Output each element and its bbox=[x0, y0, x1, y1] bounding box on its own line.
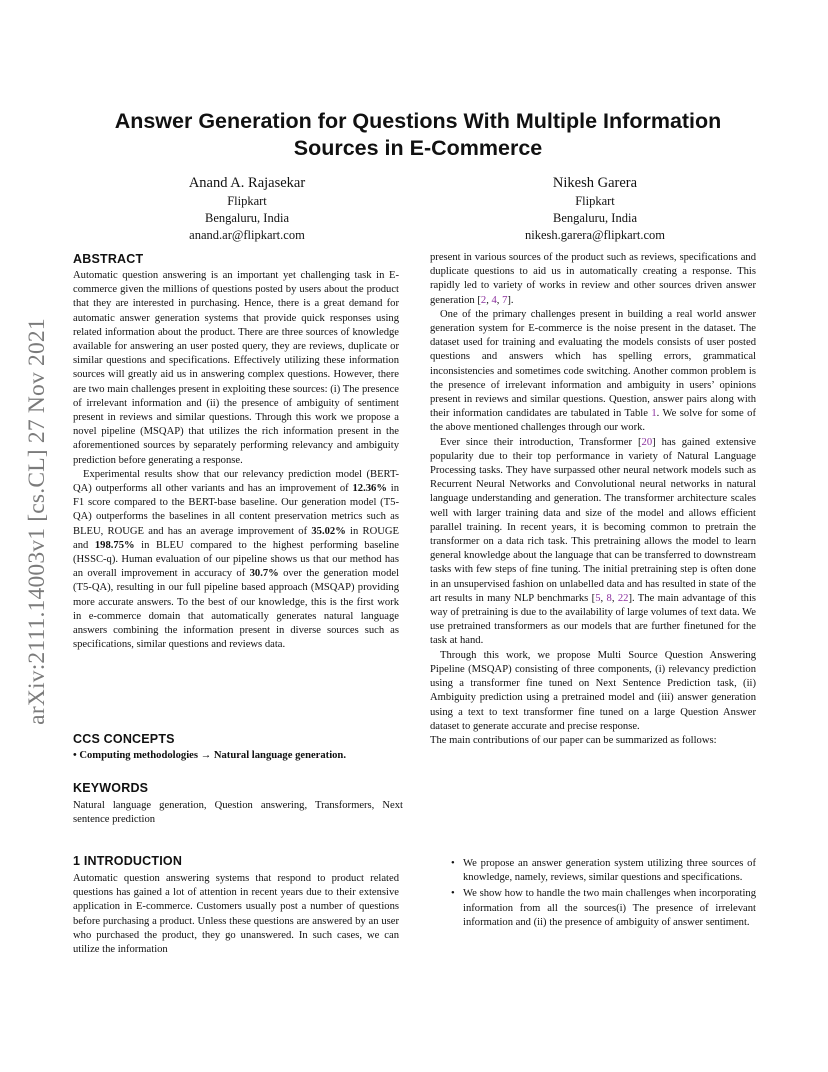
contributions-list bbox=[430, 857, 756, 932]
citation-link[interactable]: 5 bbox=[595, 592, 601, 604]
author-email[interactable]: nikesh.garera@flipkart.com bbox=[525, 228, 665, 242]
arxiv-id[interactable]: arXiv:2111.14003v1 [cs.CL] 27 Nov 2021 bbox=[23, 317, 50, 725]
intro-heading: 1 INTRODUCTION bbox=[73, 854, 183, 868]
right-paragraph-3: Ever since their introduction, Transformer [20] has gained extensive popularity due to their top performance in variety of Natural Language Processing tasks. They have surpassed other neural network models such as Recurrent Neural Networks and Convolutional neural networks in natural language understanding and generation. The transformer architecture scales well with larger training data and size of the model and allows efficient parallel training. In recent years, it is becoming common to pretrain the transformer on a data rich task. This pretraining allows the model to learn general knowledge about the language that can be transferred to downstream tasks with few steps of fine tuning. The initial pretraining step is often done in an unsupervised fashion on unlabelled data and has resulted in state of the art results in many NLP benchmarks [5, 8, 22]. The main advantage of this way of pretraining is due to the availability of large volumes of text data. We use pretrained transformers as our models that are further finetuned for the task at hand. bbox=[430, 436, 757, 647]
list-item: • We show how to handle the two main challenges when incorporating information from all the sources(i) The presence of irrelevant information and (ii) the presence of ambiguity of answer sentiment. bbox=[463, 887, 756, 930]
author-location: Bengaluru, India bbox=[552, 211, 637, 225]
intro-paragraph-1: Automatic question answering systems that respond to product related questions has gained a lot of attention in recent years due to their extensive application in E-commerce. Customers usually post a number of questions before purchasing a product. Unless these questions are answered by an user who purchased the product, they go unanswered. In such cases, we can utilize the information bbox=[73, 873, 399, 956]
author-email[interactable]: anand.ar@flipkart.com bbox=[189, 228, 305, 242]
abstract-paragraph-2: Experimental results show that our relevancy prediction model (BERT-QA) outperforms all other variants and has an improvement of 12.36% in F1 score compared to the BERT-base baseline. Our generation model (T5-QA) outperforms the baselines in all content preservation metrics such as BLEU, ROUGE and has an average improvement of 35.02% in ROUGE and 198.75% in BLEU compared to the highest performing baseline (HSSC-q). Human evaluation of our pipeline shows us that our method has an overall improvement in accuracy of 30.7% over the generation model (T5-QA), resulting in our full pipeline based approach (MSQAP) providing more accurate answers. To the best of our knowledge, this is the first work in e-commerce domain that automatically generates natural language answers combining the information present in diverse sources such as specifications, similar questions and reviews data. bbox=[73, 468, 400, 651]
ccs-heading: CCS CONCEPTS bbox=[73, 732, 175, 746]
ccs-text: • Computing methodologies → Natural language generation. bbox=[73, 750, 346, 761]
paper-title: Answer Generation for Questions With Multiple Information Sources in E-Commerce bbox=[114, 109, 722, 160]
citation-link[interactable]: 7 bbox=[502, 294, 508, 306]
author-name: Nikesh Garera bbox=[552, 175, 638, 191]
right-paragraph-1: present in various sources of the product such as reviews, specifications and duplicate questions to aid us in automatically creating a response. This rapidly led to variety of works in review and other sources driven answer generation [2, 4, 7]. bbox=[430, 252, 756, 306]
right-paragraph-2: One of the primary challenges present in building a real world answer generation system for E-commerce is the noise present in the dataset. The dataset used for training and evaluating the models consists of user posted questions and answers which has spelling errors, grammatical inconsistencies and sometimes code switching. Another common problem is the presence of irrelevant information and ambiguity in users’ opinions present in reviews and similar questions. Question, answer pairs along with their information candidates are tabulated in Table 1. We solve for some of the above mentioned challenges through our work. bbox=[430, 308, 757, 434]
arxiv-stamp bbox=[22, 286, 52, 756]
right-paragraph-5: The main contributions of our paper can be summarized as follows: bbox=[430, 734, 717, 746]
author-name: Anand A. Rajasekar bbox=[188, 175, 306, 191]
author-block-2 bbox=[470, 174, 720, 244]
author-block-1 bbox=[122, 174, 372, 244]
citation-link[interactable]: 8 bbox=[606, 592, 612, 604]
table-reference-link[interactable]: 1 bbox=[651, 408, 657, 420]
keywords-heading: KEYWORDS bbox=[73, 781, 149, 795]
citation-link[interactable]: 4 bbox=[491, 294, 497, 306]
abstract-heading: ABSTRACT bbox=[73, 252, 144, 266]
abstract-paragraph-1: Automatic question answering is an important yet challenging task in E-commerce given the millions of questions posted by users about the product that they are interested in purchasing. Hence, there is a great demand for automatic answer generation systems that provide quick responses using related information about the product. There are three sources of knowledge available for answering an user posted query, they are reviews, duplicate or similar questions and specifications. Effectively utilizing these information sources will greatly aid us in answering complex questions. However, there are two main challenges present in exploiting these sources: (i) The presence of irrelevant information and (ii) the presence of ambiguity of sentiment present in reviews and similar questions. Through this work we propose a novel pipeline (MSQAP) that utilizes the rich information present in the aforementioned sources by separately performing relevancy and ambiguity prediction before generating a response. bbox=[73, 270, 399, 466]
citation-link[interactable]: 2 bbox=[480, 294, 487, 306]
citation-link[interactable]: 22 bbox=[617, 592, 629, 604]
keywords-text: Natural language generation, Question answering, Transformers, Next sentence prediction bbox=[73, 800, 403, 826]
right-paragraph-4: Through this work, we propose Multi Source Question Answering Pipeline (MSQAP) consisting of three components, (i) relevancy prediction using a transformer fine tuned on Next Sentence Prediction task, (ii) Ambiguity prediction using a pretrained model and (iii) answer generation using a text to text transformer fine tuned on a large Question Answer dataset to generate accurate and precise response. bbox=[430, 649, 756, 732]
intro-body bbox=[73, 872, 399, 957]
author-location: Bengaluru, India bbox=[204, 211, 289, 225]
citation-link[interactable]: 20 bbox=[641, 436, 653, 448]
abstract-body bbox=[73, 269, 399, 652]
author-affiliation: Flipkart bbox=[227, 194, 267, 208]
right-column bbox=[430, 251, 756, 748]
author-affiliation: Flipkart bbox=[575, 194, 615, 208]
list-item: • We propose an answer generation system utilizing three sources of knowledge, namely, reviews, similar questions and specifications. bbox=[463, 857, 756, 885]
